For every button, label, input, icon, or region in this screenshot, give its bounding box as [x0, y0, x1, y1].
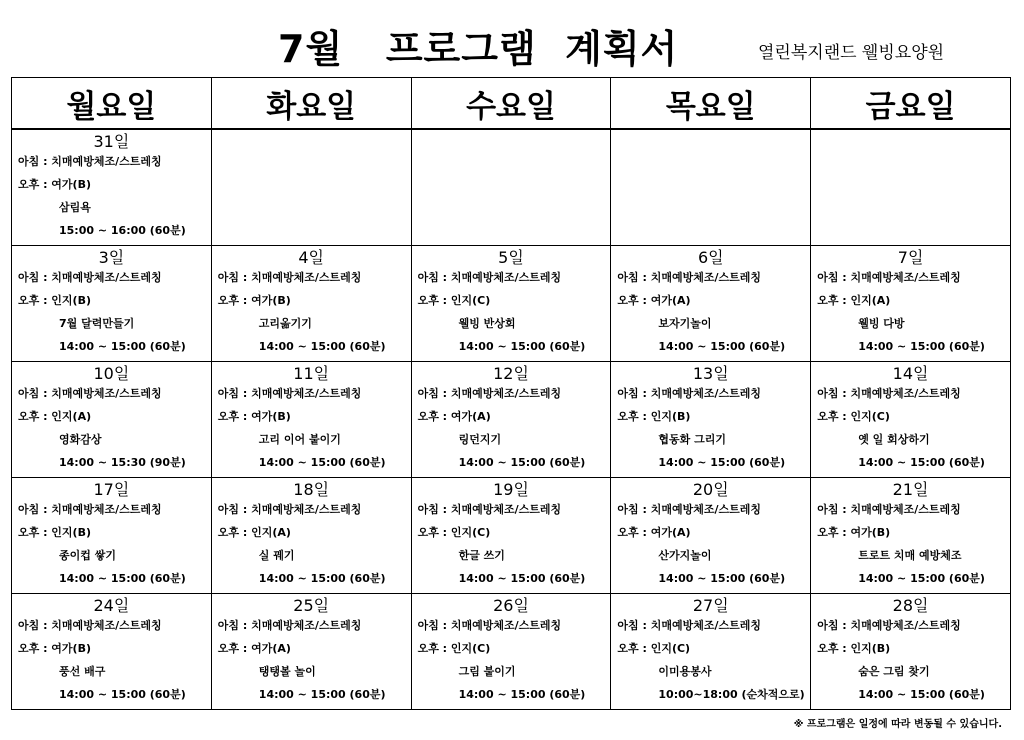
activity-time: 14:00 ~ 15:00 (60분) — [258, 456, 386, 469]
afternoon-program: 오후 : 인지(B) — [18, 526, 92, 539]
activity-time: 14:00 ~ 15:30 (90분) — [59, 456, 186, 469]
day-number: 21일 — [892, 480, 929, 499]
afternoon-program: 오후 : 인지(C) — [617, 642, 691, 655]
afternoon-program: 오후 : 인지(A) — [817, 294, 891, 307]
morning-program: 아침 : 치매예방체조/스트레칭 — [617, 271, 761, 284]
day-number: 28일 — [892, 596, 929, 615]
day-cell — [611, 246, 811, 362]
afternoon-program: 오후 : 여가(B) — [18, 178, 92, 191]
activity-time: 14:00 ~ 15:00 (60분) — [858, 572, 985, 585]
day-number: 13일 — [692, 364, 729, 383]
afternoon-program: 오후 : 여가(B) — [18, 642, 92, 655]
afternoon-program: 오후 : 인지(C) — [417, 294, 491, 307]
afternoon-program: 오후 : 인지(C) — [417, 642, 491, 655]
afternoon-program: 오후 : 인지(A) — [18, 410, 92, 423]
day-number: 4일 — [298, 248, 325, 267]
activity-name: 탱탱볼 놀이 — [258, 665, 316, 678]
day-number: 7일 — [897, 248, 924, 267]
activity-time: 14:00 ~ 15:00 (60분) — [658, 456, 786, 469]
activity-time: 14:00 ~ 15:00 (60분) — [258, 572, 386, 585]
activity-time: 14:00 ~ 15:00 (60분) — [858, 688, 985, 701]
day-cell — [411, 362, 611, 478]
morning-program: 아침 : 치매예방체조/스트레칭 — [617, 619, 761, 632]
activity-time: 14:00 ~ 15:00 (60분) — [258, 688, 386, 701]
activity-name: 숨은 그림 찾기 — [858, 665, 930, 678]
day-number: 11일 — [293, 364, 330, 383]
day-cell — [211, 362, 411, 478]
week-row — [12, 129, 1011, 246]
morning-program: 아침 : 치매예방체조/스트레칭 — [18, 271, 162, 284]
week-row — [12, 594, 1011, 710]
weekday-header: 금요일 — [811, 78, 1011, 130]
activity-name: 산가지놀이 — [658, 549, 712, 562]
page-title: 7월 프로그램 계획서 — [278, 27, 679, 71]
weekday-header: 월요일 — [12, 78, 212, 130]
afternoon-program: 오후 : 여가(A) — [617, 294, 691, 307]
activity-name: 그림 붙이기 — [458, 665, 516, 678]
afternoon-program: 오후 : 여가(B) — [217, 294, 291, 307]
afternoon-program: 오후 : 여가(B) — [817, 526, 891, 539]
day-number: 25일 — [293, 596, 330, 615]
activity-name: 풍선 배구 — [59, 665, 106, 678]
day-cell — [811, 246, 1011, 362]
activity-name: 삼림욕 — [59, 201, 91, 214]
footnote: ※ 프로그램은 일정에 따라 변동될 수 있습니다. — [793, 719, 1002, 730]
activity-name: 웰빙 다방 — [858, 317, 905, 330]
empty-day-cell — [811, 129, 1011, 246]
activity-time: 10:00~18:00 (순차적으로) — [658, 688, 805, 701]
morning-program: 아침 : 치매예방체조/스트레칭 — [18, 155, 162, 168]
activity-time: 14:00 ~ 15:00 (60분) — [858, 456, 985, 469]
activity-time: 14:00 ~ 15:00 (60분) — [858, 340, 985, 353]
morning-program: 아침 : 치매예방체조/스트레칭 — [417, 503, 562, 516]
day-cell — [12, 129, 212, 246]
afternoon-program: 오후 : 인지(B) — [18, 294, 92, 307]
activity-time: 14:00 ~ 15:00 (60분) — [59, 572, 186, 585]
activity-name: 고리 이어 붙이기 — [258, 433, 341, 446]
activity-time: 14:00 ~ 15:00 (60분) — [59, 340, 186, 353]
activity-name: 협동화 그리기 — [658, 433, 726, 446]
weekday-header: 화요일 — [211, 78, 411, 130]
schedule-body — [12, 129, 1011, 710]
week-row — [12, 246, 1011, 362]
morning-program: 아침 : 치매예방체조/스트레칭 — [617, 503, 761, 516]
day-number: 10일 — [93, 364, 130, 383]
activity-time: 14:00 ~ 15:00 (60분) — [458, 456, 586, 469]
activity-name: 링던지기 — [458, 433, 502, 446]
afternoon-program: 오후 : 인지(C) — [417, 526, 491, 539]
day-cell — [12, 362, 212, 478]
morning-program: 아침 : 치매예방체조/스트레칭 — [217, 503, 362, 516]
morning-program: 아침 : 치매예방체조/스트레칭 — [417, 619, 562, 632]
activity-name: 옛 일 회상하기 — [858, 433, 930, 446]
activity-name: 7월 달력만들기 — [59, 317, 135, 330]
day-number: 17일 — [93, 480, 130, 499]
activity-name: 웰빙 반상회 — [458, 317, 516, 330]
activity-time: 14:00 ~ 15:00 (60분) — [658, 340, 786, 353]
day-cell — [12, 478, 212, 594]
morning-program: 아침 : 치매예방체조/스트레칭 — [417, 271, 562, 284]
day-number: 24일 — [93, 596, 130, 615]
activity-time: 14:00 ~ 15:00 (60분) — [59, 688, 186, 701]
day-cell — [411, 478, 611, 594]
organization-name: 열린복지랜드 웰빙요양원 — [758, 43, 945, 63]
week-row — [12, 478, 1011, 594]
activity-name: 고리옮기기 — [258, 317, 312, 330]
day-number: 6일 — [697, 248, 724, 267]
activity-name: 종이컵 쌓기 — [59, 549, 116, 562]
morning-program: 아침 : 치매예방체조/스트레칭 — [217, 387, 362, 400]
day-number: 27일 — [692, 596, 729, 615]
activity-name: 한글 쓰기 — [458, 549, 505, 562]
day-cell — [211, 478, 411, 594]
afternoon-program: 오후 : 여가(A) — [417, 410, 491, 423]
afternoon-program: 오후 : 인지(A) — [217, 526, 291, 539]
afternoon-program: 오후 : 여가(A) — [217, 642, 291, 655]
day-cell — [211, 246, 411, 362]
day-cell — [411, 246, 611, 362]
weekday-header: 수요일 — [411, 78, 611, 130]
day-number: 5일 — [498, 248, 524, 267]
morning-program: 아침 : 치매예방체조/스트레칭 — [617, 387, 761, 400]
morning-program: 아침 : 치매예방체조/스트레칭 — [817, 387, 961, 400]
day-number: 18일 — [293, 480, 330, 499]
day-cell — [811, 362, 1011, 478]
morning-program: 아침 : 치매예방체조/스트레칭 — [817, 503, 961, 516]
morning-program: 아침 : 치매예방체조/스트레칭 — [217, 271, 362, 284]
day-cell — [611, 362, 811, 478]
activity-time: 14:00 ~ 15:00 (60분) — [258, 340, 386, 353]
day-number: 26일 — [493, 596, 529, 615]
morning-program: 아침 : 치매예방체조/스트레칭 — [417, 387, 562, 400]
week-row — [12, 362, 1011, 478]
activity-name: 이미용봉사 — [658, 665, 712, 678]
activity-time: 15:00 ~ 16:00 (60분) — [59, 224, 186, 237]
day-cell — [211, 594, 411, 710]
day-cell — [611, 594, 811, 710]
empty-day-cell — [211, 129, 411, 246]
activity-name: 실 꿰기 — [258, 549, 295, 562]
afternoon-program: 오후 : 인지(C) — [817, 410, 890, 423]
morning-program: 아침 : 치매예방체조/스트레칭 — [817, 271, 961, 284]
empty-day-cell — [611, 129, 811, 246]
afternoon-program: 오후 : 인지(B) — [617, 410, 691, 423]
morning-program: 아침 : 치매예방체조/스트레칭 — [18, 503, 162, 516]
afternoon-program: 오후 : 여가(A) — [617, 526, 691, 539]
morning-program: 아침 : 치매예방체조/스트레칭 — [817, 619, 961, 632]
activity-name: 영화감상 — [59, 433, 102, 446]
weekday-header: 목요일 — [611, 78, 811, 130]
activity-time: 14:00 ~ 15:00 (60분) — [458, 572, 586, 585]
afternoon-program: 오후 : 인지(B) — [817, 642, 891, 655]
day-number: 31일 — [93, 132, 130, 151]
activity-time: 14:00 ~ 15:00 (60분) — [458, 340, 586, 353]
activity-name: 트로트 치매 예방체조 — [858, 549, 962, 562]
day-cell — [611, 478, 811, 594]
activity-name: 보자기놀이 — [658, 317, 712, 330]
morning-program: 아침 : 치매예방체조/스트레칭 — [18, 387, 162, 400]
morning-program: 아침 : 치매예방체조/스트레칭 — [217, 619, 362, 632]
day-cell — [811, 594, 1011, 710]
day-number: 12일 — [493, 364, 529, 383]
day-cell — [12, 594, 212, 710]
program-schedule-table — [11, 77, 1011, 710]
day-cell — [411, 594, 611, 710]
activity-time: 14:00 ~ 15:00 (60분) — [458, 688, 586, 701]
afternoon-program: 오후 : 여가(B) — [217, 410, 291, 423]
activity-time: 14:00 ~ 15:00 (60분) — [658, 572, 786, 585]
day-number: 14일 — [892, 364, 929, 383]
day-cell — [12, 246, 212, 362]
day-number: 20일 — [692, 480, 729, 499]
day-number: 19일 — [493, 480, 529, 499]
empty-day-cell — [411, 129, 611, 246]
day-number: 3일 — [98, 248, 125, 267]
morning-program: 아침 : 치매예방체조/스트레칭 — [18, 619, 162, 632]
weekday-header-row — [12, 78, 1011, 130]
day-cell — [811, 478, 1011, 594]
